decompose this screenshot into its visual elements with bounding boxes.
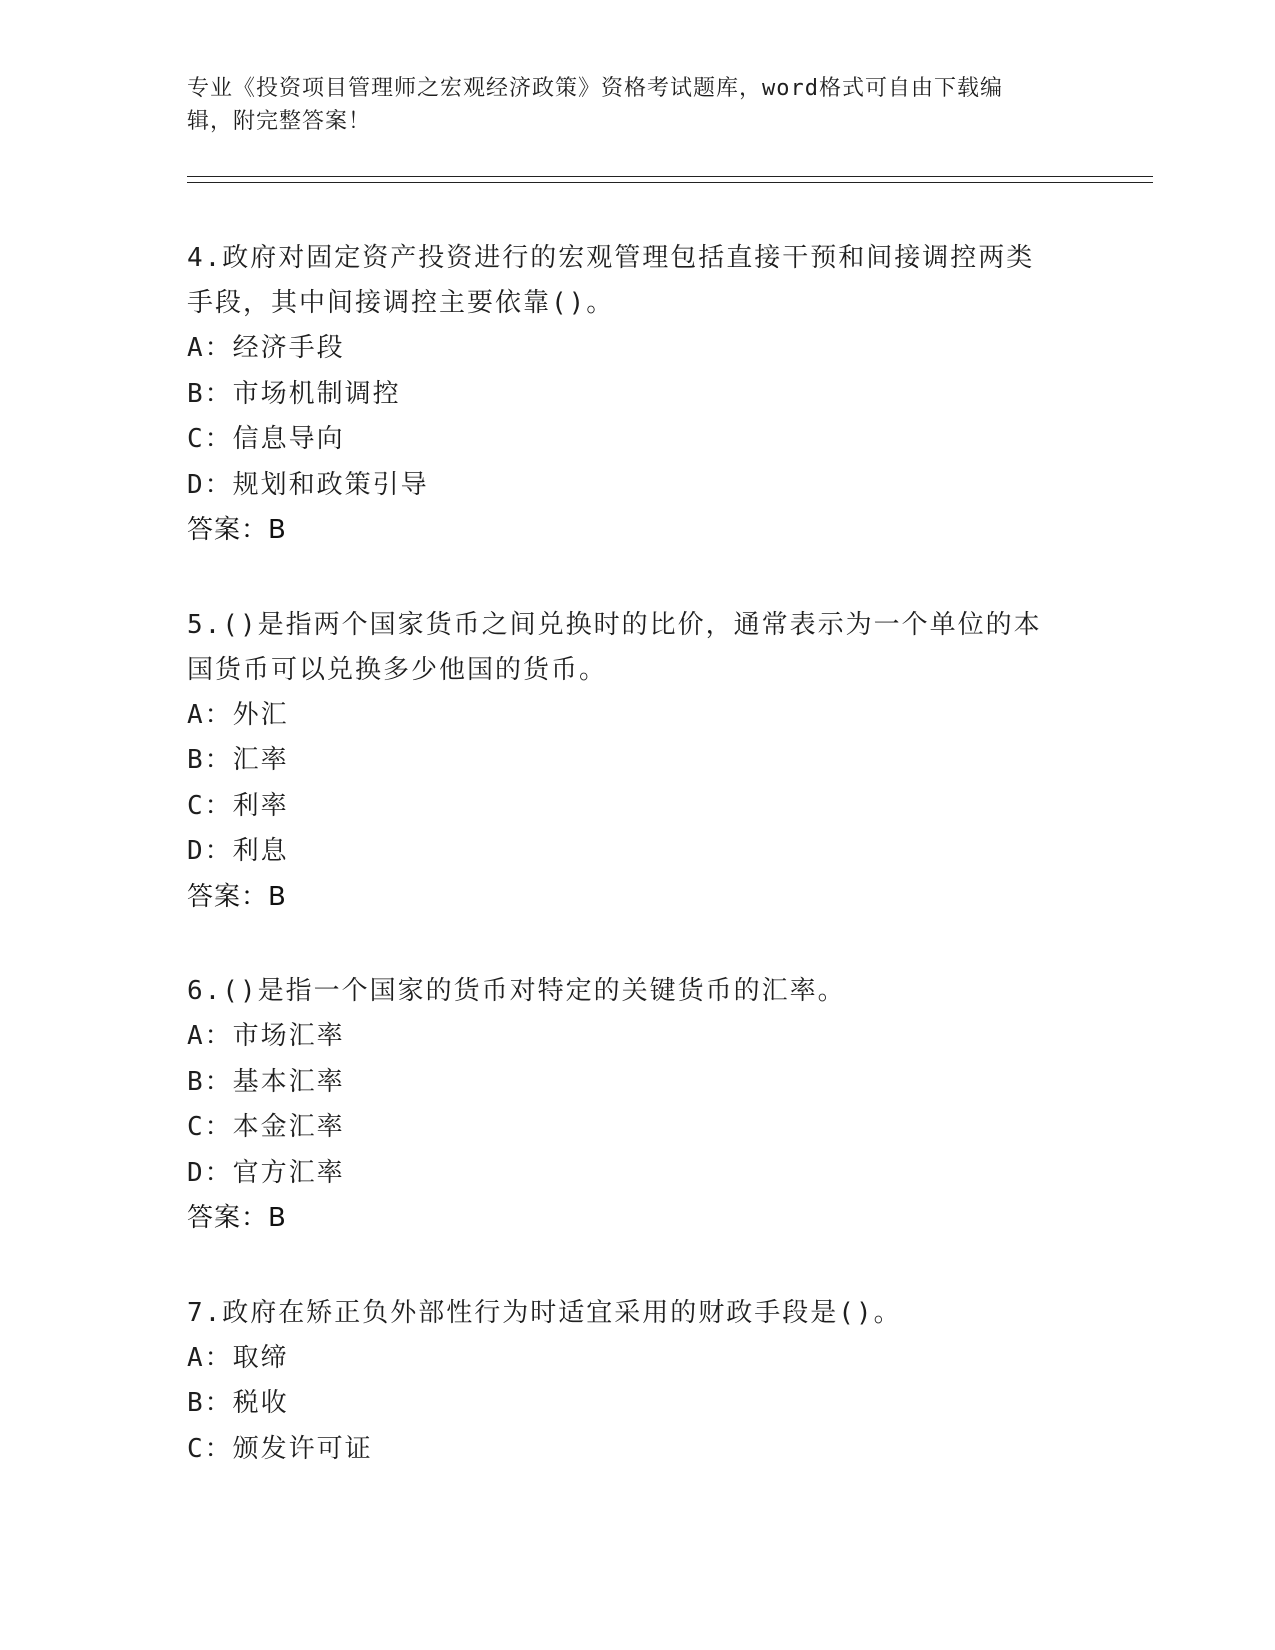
document-header: [187, 72, 1067, 138]
question-stem-line: 6.()是指一个国家的货币对特定的关键货币的汇率。: [187, 976, 846, 1006]
option-a: A：外汇: [187, 699, 289, 730]
question-stem-line: 4.政府对固定资产投资进行的宏观管理包括直接干预和间接调控两类: [187, 243, 1035, 273]
question-7: [187, 1291, 1087, 1473]
option-c: C：颁发许可证: [187, 1433, 373, 1464]
question-stem: [187, 1291, 1057, 1336]
question-stem: [187, 603, 1057, 693]
option-a: A：取缔: [187, 1342, 289, 1373]
option-b: B：基本汇率: [187, 1066, 345, 1097]
question-stem: [187, 969, 1057, 1014]
answer-line: 答案：B: [187, 1203, 287, 1233]
question-stem-line: 7.政府在矫正负外部性行为时适宜采用的财政手段是()。: [187, 1297, 902, 1328]
header-divider-bottom: [187, 182, 1153, 183]
option-a: A：市场汇率: [187, 1021, 345, 1051]
answer-line: 答案：B: [187, 881, 287, 912]
option-d: D：利息: [187, 836, 289, 866]
question-stem-line: 5.()是指两个国家货币之间兑换时的比价，通常表示为一个单位的本: [187, 609, 1042, 640]
question-list: [187, 236, 1087, 1521]
question-stem: [187, 236, 1057, 326]
option-c: C：本金汇率: [187, 1112, 345, 1142]
option-b: B：汇率: [187, 745, 289, 775]
header-line-2: 辑，附完整答案！: [187, 109, 372, 134]
question-stem-line: 国货币可以兑换多少他国的货币。: [187, 654, 608, 685]
option-c: C：信息导向: [187, 424, 345, 454]
answer-line: 答案：B: [187, 515, 287, 545]
option-b: B：市场机制调控: [187, 378, 401, 409]
option-a: A：经济手段: [187, 333, 345, 363]
option-b: B：税收: [187, 1388, 289, 1418]
question-4: [187, 236, 1087, 554]
header-divider-top: [187, 176, 1153, 177]
header-line-1: 专业《投资项目管理师之宏观经济政策》资格考试题库，word格式可自由下载编: [187, 76, 1003, 101]
question-stem-line: 手段，其中间接调控主要依靠()。: [187, 288, 615, 318]
option-c: C：利率: [187, 790, 289, 821]
option-d: D：官方汇率: [187, 1157, 345, 1188]
question-5: [187, 603, 1087, 921]
question-6: [187, 969, 1087, 1242]
option-d: D：规划和政策引导: [187, 469, 429, 500]
